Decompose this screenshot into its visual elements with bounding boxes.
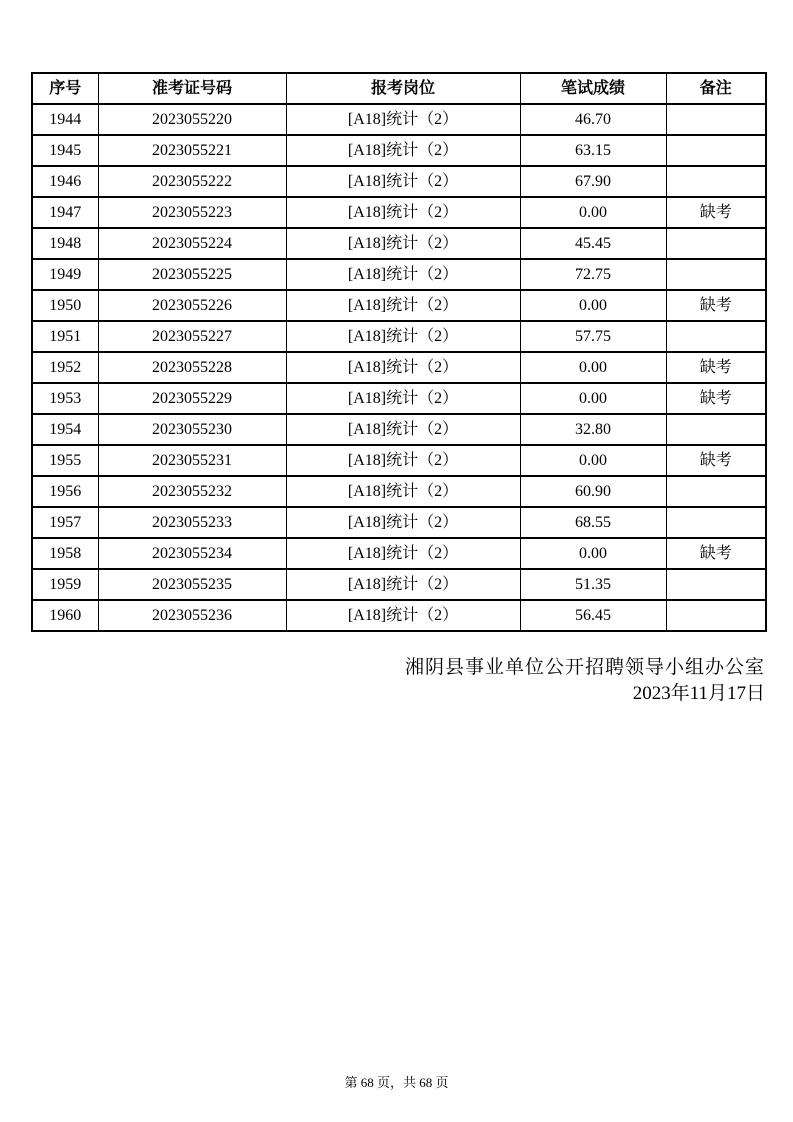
table-cell: 2023055225 — [98, 259, 286, 290]
table-cell: 56.45 — [520, 600, 666, 631]
table-row — [32, 321, 766, 352]
table-cell: 缺考 — [666, 290, 766, 321]
table-cell: [A18]统计（2） — [286, 600, 520, 631]
table-cell: [A18]统计（2） — [286, 135, 520, 166]
table-row — [32, 352, 766, 383]
table-cell — [666, 569, 766, 600]
table-cell: 60.90 — [520, 476, 666, 507]
table-row — [32, 476, 766, 507]
table-cell: 缺考 — [666, 383, 766, 414]
table-row — [32, 569, 766, 600]
table-cell: 2023055226 — [98, 290, 286, 321]
table-cell: 1955 — [32, 445, 98, 476]
table-cell: 1954 — [32, 414, 98, 445]
column-header-admission-ticket-number: 准考证号码 — [98, 73, 286, 104]
table-cell: 57.75 — [520, 321, 666, 352]
table-cell — [666, 321, 766, 352]
table-cell: 2023055222 — [98, 166, 286, 197]
table-row — [32, 538, 766, 569]
table-cell — [666, 414, 766, 445]
table-cell: 32.80 — [520, 414, 666, 445]
table-cell — [666, 476, 766, 507]
table-row — [32, 383, 766, 414]
table-row — [32, 290, 766, 321]
table-cell: 51.35 — [520, 569, 666, 600]
table-cell: 1953 — [32, 383, 98, 414]
table-row — [32, 507, 766, 538]
table-cell: 缺考 — [666, 445, 766, 476]
table-cell: 缺考 — [666, 352, 766, 383]
table-cell: 2023055228 — [98, 352, 286, 383]
table-cell: 0.00 — [520, 197, 666, 228]
table-cell — [666, 600, 766, 631]
table-cell: [A18]统计（2） — [286, 383, 520, 414]
table-cell: 1958 — [32, 538, 98, 569]
table-cell: 1944 — [32, 104, 98, 135]
table-cell: 2023055229 — [98, 383, 286, 414]
table-cell: 72.75 — [520, 259, 666, 290]
table-cell: 0.00 — [520, 538, 666, 569]
table-cell: 46.70 — [520, 104, 666, 135]
table-cell: 2023055224 — [98, 228, 286, 259]
table-cell — [666, 166, 766, 197]
table-header-row — [32, 73, 766, 104]
table-cell: 1951 — [32, 321, 98, 352]
table-cell: [A18]统计（2） — [286, 445, 520, 476]
table-row — [32, 445, 766, 476]
signature-organization: 湘阴县事业单位公开招聘领导小组办公室 — [404, 657, 765, 678]
table-cell: [A18]统计（2） — [286, 569, 520, 600]
signature-date: 2023年11月17日 — [632, 683, 765, 704]
table-cell: 0.00 — [520, 383, 666, 414]
table-cell: 2023055223 — [98, 197, 286, 228]
table-cell: 缺考 — [666, 538, 766, 569]
table-cell: [A18]统计（2） — [286, 197, 520, 228]
table-row — [32, 228, 766, 259]
table-cell — [666, 135, 766, 166]
table-cell: 1945 — [32, 135, 98, 166]
signature-block — [31, 655, 765, 707]
table-cell: 2023055235 — [98, 569, 286, 600]
table-cell: [A18]统计（2） — [286, 228, 520, 259]
table-cell: 0.00 — [520, 352, 666, 383]
table-cell: 1952 — [32, 352, 98, 383]
table-cell: [A18]统计（2） — [286, 104, 520, 135]
column-header-remarks: 备注 — [666, 73, 766, 104]
table-cell: 2023055233 — [98, 507, 286, 538]
table-cell: 2023055231 — [98, 445, 286, 476]
table-cell: 2023055234 — [98, 538, 286, 569]
table-cell — [666, 507, 766, 538]
table-row — [32, 104, 766, 135]
table-cell — [666, 259, 766, 290]
table-cell: 1948 — [32, 228, 98, 259]
table-cell: 1956 — [32, 476, 98, 507]
table-cell: 45.45 — [520, 228, 666, 259]
table-cell: [A18]统计（2） — [286, 321, 520, 352]
table-row — [32, 135, 766, 166]
table-body — [32, 104, 766, 631]
table-row — [32, 259, 766, 290]
table-cell: 2023055227 — [98, 321, 286, 352]
column-header-written-test-score: 笔试成绩 — [520, 73, 666, 104]
table-cell: 1957 — [32, 507, 98, 538]
table-cell: 1946 — [32, 166, 98, 197]
table-cell: [A18]统计（2） — [286, 476, 520, 507]
table-cell: 2023055230 — [98, 414, 286, 445]
table-cell: 1950 — [32, 290, 98, 321]
table-cell: 2023055221 — [98, 135, 286, 166]
table-cell: 2023055220 — [98, 104, 286, 135]
table-row — [32, 197, 766, 228]
table-row — [32, 414, 766, 445]
table-cell — [666, 228, 766, 259]
table-cell: [A18]统计（2） — [286, 507, 520, 538]
exam-score-table — [31, 72, 767, 632]
page-number: 第 68 页，共 68 页 — [344, 1075, 449, 1090]
table-cell: 0.00 — [520, 445, 666, 476]
table-row — [32, 166, 766, 197]
column-header-applied-position: 报考岗位 — [286, 73, 520, 104]
table-cell: [A18]统计（2） — [286, 352, 520, 383]
table-cell: 67.90 — [520, 166, 666, 197]
table-cell: 1947 — [32, 197, 98, 228]
table-cell: 1949 — [32, 259, 98, 290]
table-cell: [A18]统计（2） — [286, 538, 520, 569]
column-header-serial-number: 序号 — [32, 73, 98, 104]
table-cell: 2023055236 — [98, 600, 286, 631]
table-cell — [666, 104, 766, 135]
table-cell: 1960 — [32, 600, 98, 631]
table-row — [32, 600, 766, 631]
table-cell: 缺考 — [666, 197, 766, 228]
table-cell: 63.15 — [520, 135, 666, 166]
table-cell: [A18]统计（2） — [286, 259, 520, 290]
table-cell: [A18]统计（2） — [286, 290, 520, 321]
table-cell: [A18]统计（2） — [286, 414, 520, 445]
table-cell: [A18]统计（2） — [286, 166, 520, 197]
table-cell: 1959 — [32, 569, 98, 600]
table-cell: 0.00 — [520, 290, 666, 321]
table-cell: 68.55 — [520, 507, 666, 538]
table-cell: 2023055232 — [98, 476, 286, 507]
